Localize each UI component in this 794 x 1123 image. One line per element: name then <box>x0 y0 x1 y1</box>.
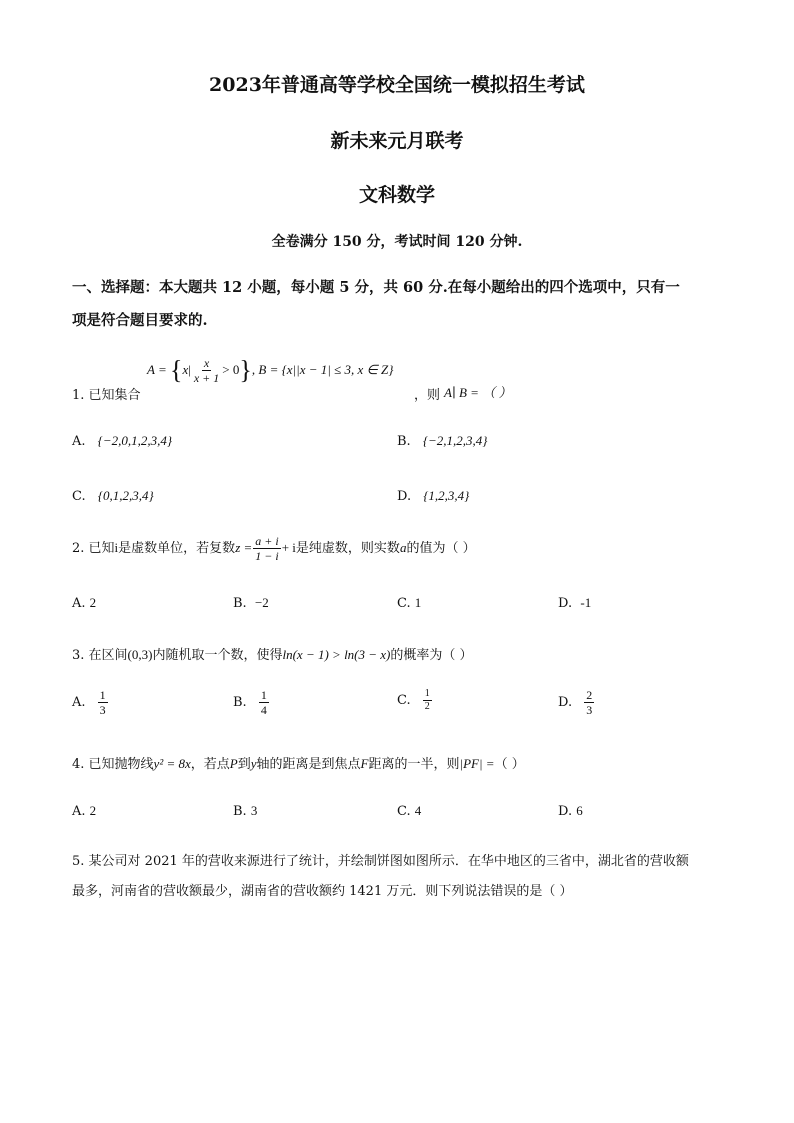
q2-mid2: 是纯虚数，则实数 <box>295 541 400 556</box>
question-5-line1: 5. 某公司对 2021 年的营收来源进行了统计，并绘制饼图如图所示．在华中地区的三省中，湖北省的营收额 <box>72 854 689 869</box>
q4-mid3: 轴的距离是到焦点 <box>256 757 361 772</box>
q3-interval: (0,3) <box>127 647 153 662</box>
q3-suffix: 的概率为（ ） <box>390 648 473 663</box>
q4-option-b[interactable] <box>233 803 257 819</box>
option-label: D. <box>397 489 412 504</box>
q3-option-b[interactable] <box>233 688 270 717</box>
q2-prefix: 2. 已知 <box>72 541 115 556</box>
question-3 <box>72 644 473 663</box>
section-heading-line2: 项是符合题目要求的. <box>72 312 208 329</box>
option-label: A. <box>72 804 86 819</box>
q4-mid4: 距离的一半，则 <box>368 757 460 772</box>
option-text: −2 <box>254 595 269 610</box>
option-fraction <box>259 688 269 717</box>
option-text: 3 <box>250 803 258 818</box>
q4-option-a[interactable] <box>72 803 96 819</box>
section-heading-line1: 一、选择题：本大题共 12 小题，每小题 5 分，共 60 分.在每小题给出的四个选项中，只有一 <box>72 279 680 296</box>
q1-set-expression: A = {x| $\frac{x}{x + 1}$ > 0}, B = {x||x − 1| ≤ 3, x ∈ Z} <box>147 355 394 385</box>
option-label: B. <box>233 596 247 611</box>
q1-suffix: ，则 <box>414 388 441 403</box>
frac-den: 2 <box>424 701 430 712</box>
option-label: A. <box>72 596 86 611</box>
q3-option-d[interactable] <box>558 688 595 717</box>
option-label: A. <box>72 695 86 710</box>
q1-option-c[interactable] <box>72 488 154 504</box>
option-fraction <box>584 688 594 717</box>
option-label: A. <box>72 434 86 449</box>
q1-setA-left: A = <box>147 362 170 377</box>
q2-plus-i: + i <box>281 540 296 555</box>
q4-option-d[interactable] <box>558 803 583 819</box>
q4-option-c[interactable] <box>397 803 421 819</box>
option-label: C. <box>397 693 411 708</box>
q4-mid2: 到 <box>237 757 251 772</box>
q4-equation: y² = 8x <box>153 756 191 771</box>
question-2 <box>72 534 476 563</box>
option-text: -1 <box>580 595 592 610</box>
q4-mid1: ，若点 <box>190 757 230 772</box>
q1-setA-right: > 0 <box>222 362 240 377</box>
q3-mid: 内随机取一个数，使得 <box>152 648 283 663</box>
q4-prefix: 4. 已知抛物线 <box>72 757 154 772</box>
q1-frac-den: x + 1 <box>193 371 220 385</box>
q2-mid1: 是虚数单位，若复数 <box>118 541 236 556</box>
frac-num: 1 <box>260 688 267 702</box>
q2-option-b[interactable] <box>233 595 269 611</box>
q1-option-b[interactable] <box>397 433 488 449</box>
frac-num: 1 <box>99 688 106 702</box>
q1-brace-close: } <box>239 355 252 385</box>
option-text: 4 <box>414 803 422 818</box>
q3-inequality: ln(x − 1) > ln(3 − x) <box>282 647 391 662</box>
q1-setA-x: x <box>182 362 189 377</box>
q1-ask: A∣ B = （ ） <box>444 385 512 400</box>
q2-fraction <box>253 534 280 563</box>
option-label: C. <box>72 489 86 504</box>
option-label: D. <box>558 804 573 819</box>
q1-option-d[interactable] <box>397 488 469 504</box>
q2-a: a <box>399 540 407 555</box>
exam-instructions: 全卷满分 150 分，考试时间 120 分钟. <box>271 234 523 250</box>
frac-den: 3 <box>99 703 106 717</box>
q2-frac-den: 1 − i <box>255 549 279 563</box>
option-label: C. <box>397 804 411 819</box>
q2-z: z = <box>235 540 253 555</box>
q1-prefix: 1. 已知集合 <box>72 388 141 403</box>
option-label: D. <box>558 695 573 710</box>
option-label: B. <box>397 434 411 449</box>
question-4 <box>72 753 525 772</box>
q1-setB: , B = {x||x − 1| ≤ 3, x ∈ Z} <box>251 362 394 377</box>
q4-y: y <box>250 756 257 771</box>
q4-P: P <box>229 756 238 771</box>
option-text: {−2,1,2,3,4} <box>422 433 488 448</box>
q2-option-a[interactable] <box>72 595 96 611</box>
exam-title: 2023年普通高等学校全国统一模拟招生考试 <box>209 74 585 96</box>
q4-F: F <box>360 756 369 771</box>
q2-frac-num: a + i <box>255 534 279 548</box>
exam-subtitle: 新未来元月联考 <box>330 130 464 152</box>
option-text: {0,1,2,3,4} <box>97 488 154 503</box>
q1-option-a[interactable] <box>72 433 172 449</box>
frac-num: 1 <box>424 688 430 699</box>
q3-option-a[interactable] <box>72 688 109 717</box>
q2-suffix: 的值为（ ） <box>406 541 476 556</box>
option-fraction <box>423 688 432 713</box>
q1-brace-open: { <box>169 355 183 385</box>
option-label: C. <box>397 596 411 611</box>
option-label: D. <box>558 596 573 611</box>
frac-num: 2 <box>586 688 593 702</box>
frac-den: 4 <box>260 703 267 717</box>
q4-PF: |PF| = <box>459 756 495 771</box>
subject-title: 文科数学 <box>358 184 435 206</box>
option-label: B. <box>233 695 247 710</box>
option-text: {−2,0,1,2,3,4} <box>97 433 173 448</box>
option-label: B. <box>233 804 247 819</box>
option-text: {1,2,3,4} <box>423 488 470 503</box>
q2-option-c[interactable] <box>397 595 421 611</box>
q4-suffix: （ ） <box>494 757 525 772</box>
frac-den: 3 <box>586 703 593 717</box>
q1-setA-fraction <box>192 356 221 385</box>
q3-option-c[interactable] <box>397 688 433 713</box>
option-text: 6 <box>576 803 583 818</box>
q3-prefix: 3. 在区间 <box>72 648 128 663</box>
option-text: 2 <box>89 803 97 818</box>
q1-frac-num: x <box>203 356 210 370</box>
q2-i: i <box>114 540 119 555</box>
question-5-line2: 最多，河南省的营收额最少，湖南省的营收额约 1421 万元．则下列说法错误的是（ ） <box>72 884 573 899</box>
q2-option-d[interactable] <box>558 595 591 611</box>
option-text: 2 <box>89 595 97 610</box>
option-text: 1 <box>414 595 422 610</box>
option-fraction <box>98 688 108 717</box>
